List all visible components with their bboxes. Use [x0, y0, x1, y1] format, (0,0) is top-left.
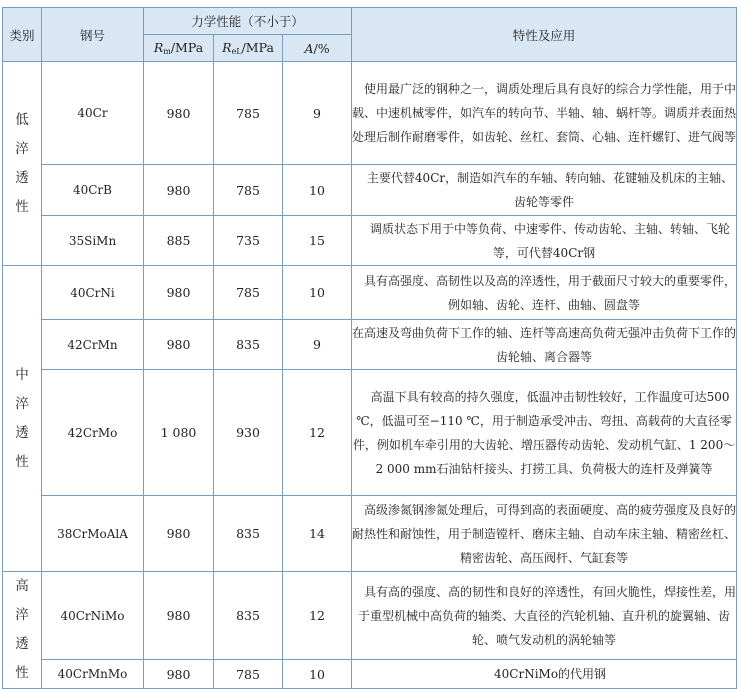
header-application: 特性及应用: [352, 8, 737, 62]
table-row: [3, 266, 737, 320]
header-grade: 钢号: [42, 8, 144, 62]
rm-cell: 980: [144, 320, 214, 370]
grade-cell: 40Cr: [42, 62, 144, 165]
rm-cell: 980: [144, 266, 214, 320]
rel-cell: 835: [214, 496, 283, 572]
grade-cell: 40CrB: [42, 165, 144, 216]
rel-cell: 785: [214, 62, 283, 165]
table-row: [3, 62, 737, 165]
elongation-cell: 14: [283, 496, 352, 572]
elongation-cell: 10: [283, 266, 352, 320]
application-cell: 40CrNiMo的代用钢: [352, 660, 737, 689]
rel-cell: 785: [214, 660, 283, 689]
grade-cell: 38CrMoAlA: [42, 496, 144, 572]
table-row: [3, 165, 737, 216]
rm-cell: 980: [144, 62, 214, 165]
rm-cell: 885: [144, 216, 214, 266]
grade-cell: 40CrNiMo: [42, 572, 144, 660]
rm-cell: 1 080: [144, 370, 214, 496]
table-row: [3, 496, 737, 572]
elongation-cell: 9: [283, 320, 352, 370]
application-cell: 具有高强度、高韧性以及高的淬透性，用于截面尺寸较大的重要零件，例如轴、齿轮、连杆、曲轴、圆盘等: [352, 266, 737, 320]
rel-cell: 735: [214, 216, 283, 266]
rm-cell: 980: [144, 660, 214, 689]
header-mechanical: 力学性能（不小于）: [144, 8, 352, 35]
rm-cell: 980: [144, 165, 214, 216]
rel-cell: 930: [214, 370, 283, 496]
grade-cell: 40CrNi: [42, 266, 144, 320]
application-cell: 调质状态下用于中等负荷、中速零件、传动齿轮、主轴、转轴、飞轮等，可代替40Cr钢: [352, 216, 737, 266]
elongation-cell: 9: [283, 62, 352, 165]
application-cell: 主要代替40Cr，制造如汽车的车轴、转向轴、花键轴及机床的主轴、齿轮等零件: [352, 165, 737, 216]
table-row: [3, 216, 737, 266]
header-rm: $R_m$/MPa: [144, 35, 214, 62]
category-medium-hardenability: 中 淬 透 性: [3, 266, 42, 572]
table-row: [3, 320, 737, 370]
elongation-cell: 12: [283, 370, 352, 496]
header-rel: $R_{eL}$/MPa: [214, 35, 283, 62]
table-row: [3, 660, 737, 689]
elongation-cell: 10: [283, 165, 352, 216]
grade-cell: 40CrMnMo: [42, 660, 144, 689]
application-cell: 在高速及弯曲负荷下工作的轴、连杆等高速高负荷无强冲击负荷下工作的齿轮轴、离合器等: [352, 320, 737, 370]
header-a: A/%: [283, 35, 352, 62]
table-row: [3, 572, 737, 660]
application-cell: 具有高的强度、高的韧性和良好的淬透性，有回火脆性，焊接性差，用于重型机械中高负荷的轴类、大直径的汽轮机轴、直升机的旋翼轴、齿轮、喷气发动机的涡轮轴等: [352, 572, 737, 660]
category-high-hardenability: 高 淬 透 性: [3, 572, 42, 689]
grade-cell: 42CrMn: [42, 320, 144, 370]
rm-cell: 980: [144, 496, 214, 572]
rm-cell: 980: [144, 572, 214, 660]
header-category: 类别: [3, 8, 42, 62]
table-row: [3, 370, 737, 496]
elongation-cell: 10: [283, 660, 352, 689]
application-cell: 高温下具有较高的持久强度，低温冲击韧性较好，工作温度可达500 ℃，低温可至−110 ℃，用于制造承受冲击、弯扭、高载荷的大直径零件，例如机车牵引用的大齿轮、增压器传动齿轮、发动机气缸、1 200～2 000 mm石油钻杆接头、打捞工具、负荷极大的连杆及弹簧等: [352, 370, 737, 496]
grade-cell: 35SiMn: [42, 216, 144, 266]
elongation-cell: 15: [283, 216, 352, 266]
steel-properties-table: [2, 7, 737, 689]
elongation-cell: 12: [283, 572, 352, 660]
application-cell: 高级渗氮钢渗氮处理后，可得到高的表面硬度、高的疲劳强度及良好的耐热性和耐蚀性，用于制造镗杆、磨床主轴、自动车床主轴、精密丝杠、精密齿轮、高压阀杆、气缸套等: [352, 496, 737, 572]
grade-cell: 42CrMo: [42, 370, 144, 496]
category-low-hardenability: 低 淬 透 性: [3, 62, 42, 266]
rel-cell: 835: [214, 572, 283, 660]
rel-cell: 785: [214, 266, 283, 320]
rel-cell: 785: [214, 165, 283, 216]
application-cell: 使用最广泛的钢种之一，调质处理后具有良好的综合力学性能，用于中载、中速机械零件，如汽车的转向节、半轴、轴、蜗杆等。调质并表面热处理后制作耐磨零件，如齿轮、丝杠、套筒、心轴、连杆螺钉、进气阀等: [352, 62, 737, 165]
rel-cell: 835: [214, 320, 283, 370]
